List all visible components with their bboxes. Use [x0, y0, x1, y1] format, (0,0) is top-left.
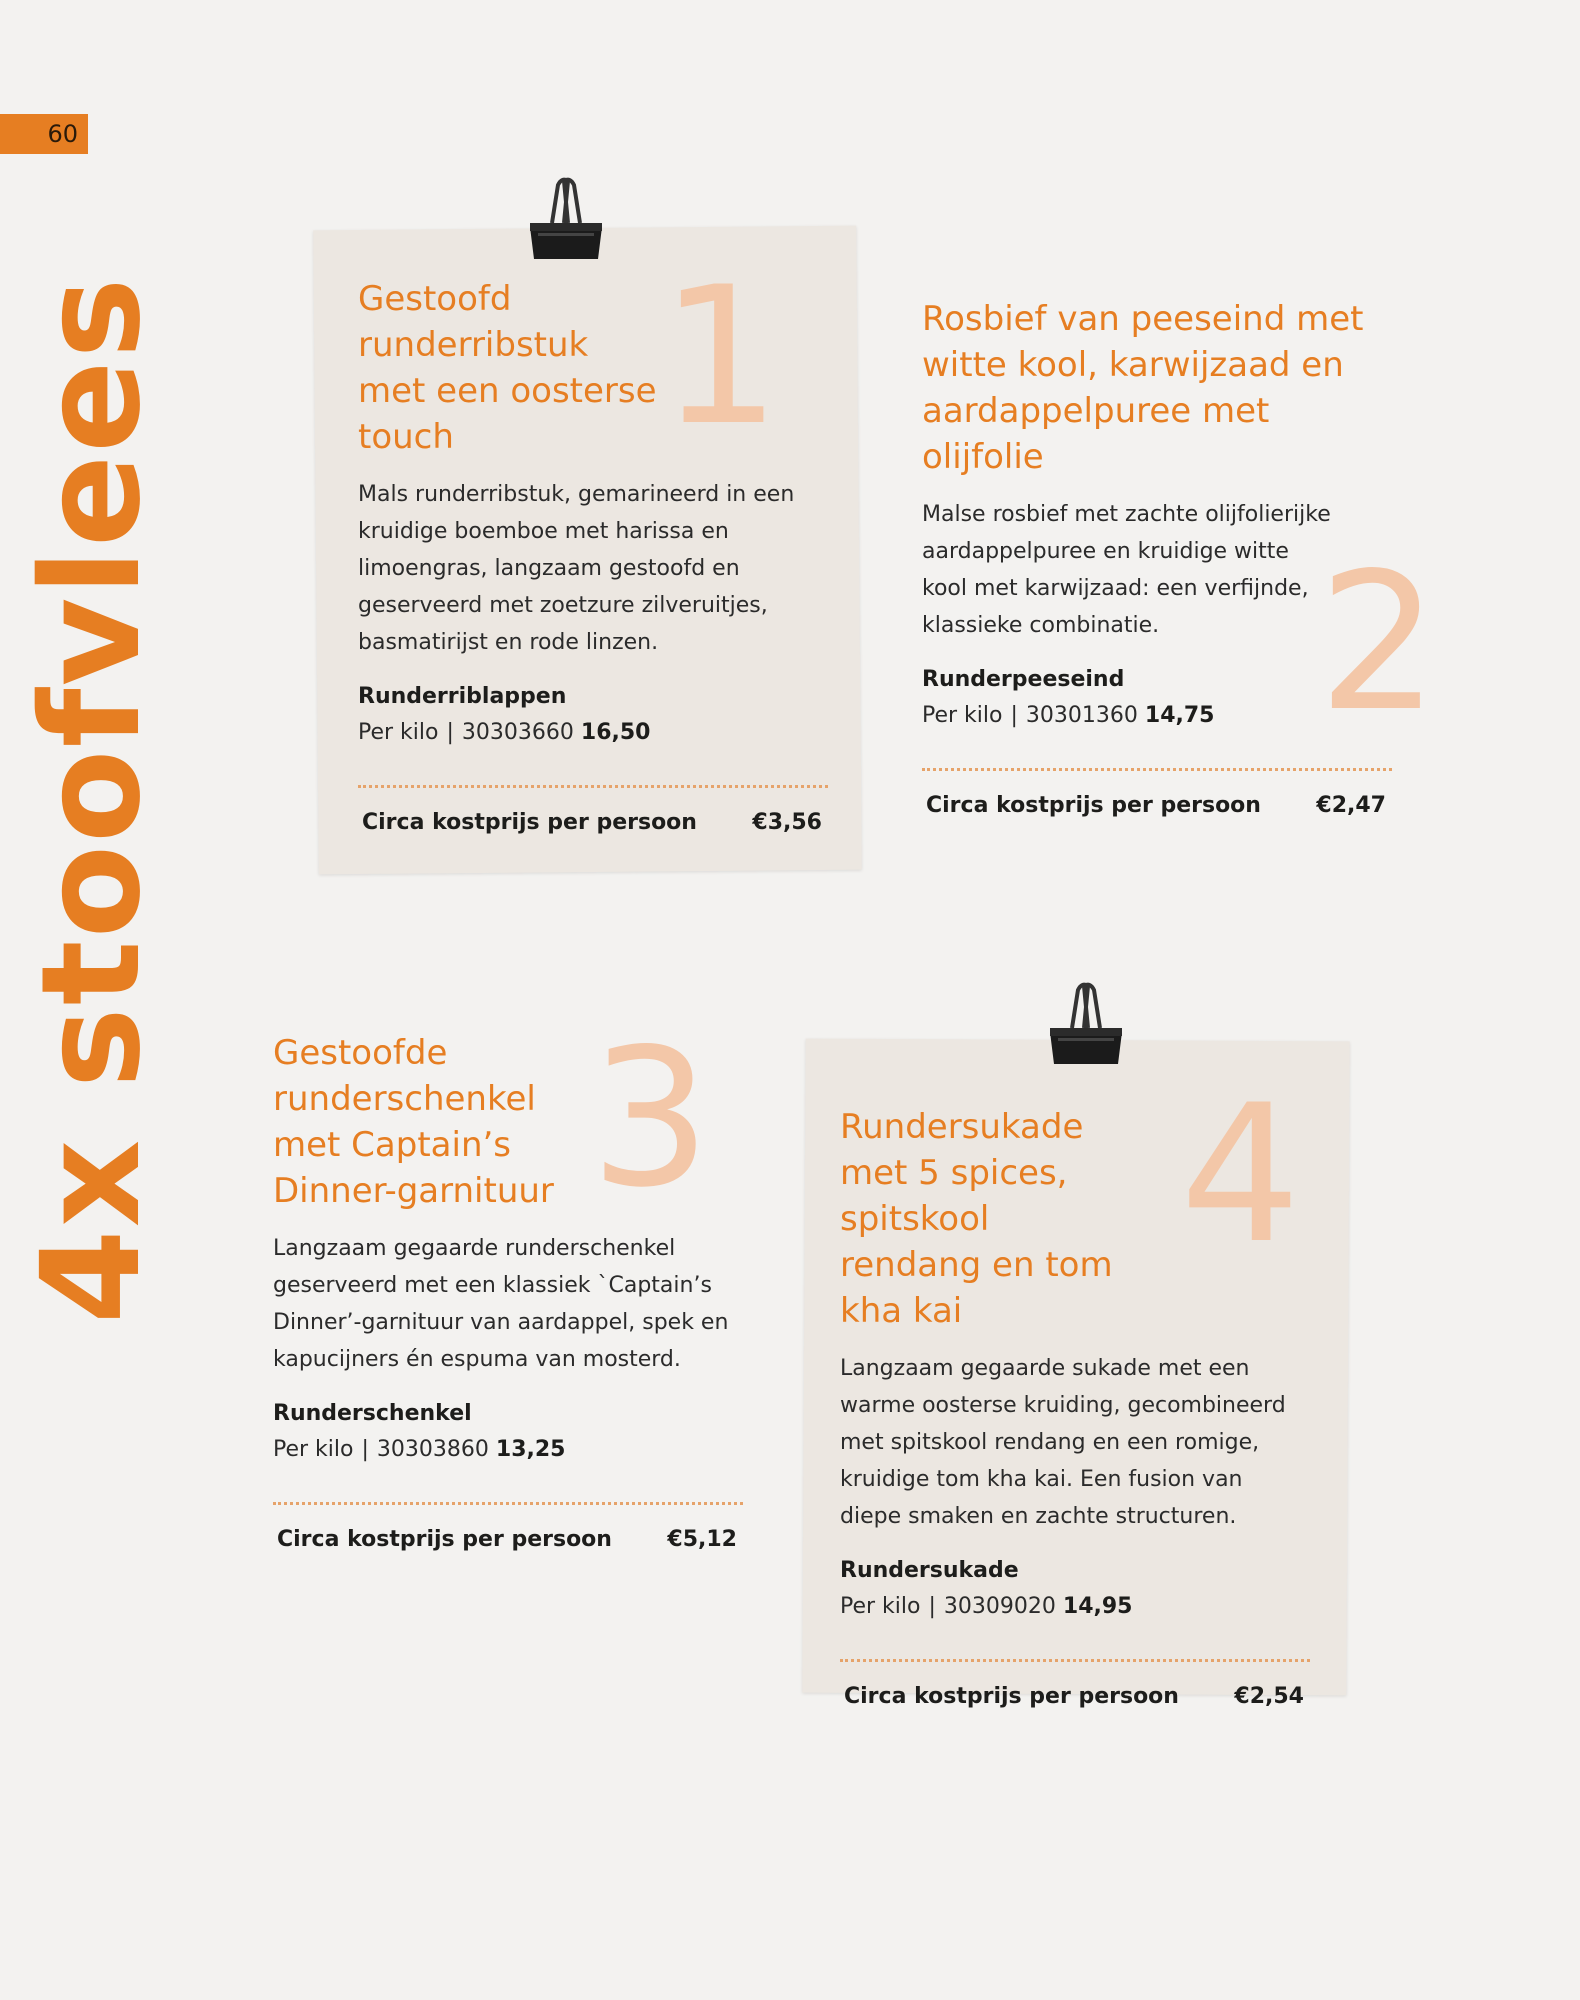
dotted-divider	[922, 768, 1392, 771]
cost-per-person	[358, 810, 822, 835]
dotted-divider	[358, 785, 828, 788]
recipe-card-2	[922, 296, 1392, 818]
cost-value: €3,56	[752, 810, 822, 835]
recipe-title: Gestoofde runderschenkel met Captain’s Dinner-garnituur	[273, 1033, 554, 1211]
cost-label: Circa kostprijs per persoon	[277, 1527, 612, 1552]
cost-per-person	[840, 1684, 1304, 1709]
price-value: 14,95	[1062, 1594, 1133, 1619]
recipe-number-1: 1	[660, 246, 781, 467]
price-value: 16,50	[580, 720, 651, 745]
page-number: 60	[0, 114, 88, 154]
article-number: 30309020	[943, 1594, 1056, 1619]
recipe-title: Rosbief van peeseind met witte kool, karwijzaad en aardappelpuree met olijfolie	[922, 299, 1364, 477]
price-line: Per kilo | 30303660 16,50	[358, 720, 651, 745]
recipe-description: Langzaam gegaarde sukade met een warme oosterse kruiding, gecombineerd met spitskool rendang en een romige, kruidige tom kha kai. Een fusion van diepe smaken en zachte structuren.	[840, 1356, 1286, 1529]
unit-label: Per kilo	[358, 720, 439, 745]
dotted-divider	[840, 1659, 1310, 1662]
recipe-description: Langzaam gegaarde runderschenkel geserveerd met een klassiek `Captain’s Dinner’-garnituur van aardappel, spek en kapucijners én espuma van mosterd.	[273, 1236, 729, 1372]
price-line: Per kilo | 30303860 13,25	[273, 1437, 566, 1462]
price-value: 14,75	[1144, 703, 1215, 728]
cost-label: Circa kostprijs per persoon	[362, 810, 697, 835]
unit-label: Per kilo	[840, 1594, 921, 1619]
meat-cut: Rundersukade	[840, 1558, 1019, 1583]
price-line: Per kilo | 30309020 14,95	[840, 1594, 1133, 1619]
binder-clip-icon	[524, 175, 608, 261]
cost-value: €2,54	[1234, 1684, 1304, 1709]
meat-cut: Runderschenkel	[273, 1401, 472, 1426]
recipe-number-2: 2	[1318, 532, 1439, 753]
article-number: 30301360	[1025, 703, 1138, 728]
recipe-card-4	[840, 1104, 1310, 1709]
page-title: 4x stoofvlees	[13, 275, 171, 1324]
recipe-number-4: 4	[1180, 1064, 1301, 1285]
cost-per-person	[922, 793, 1386, 818]
recipe-card-1	[358, 276, 828, 835]
recipe-card-3	[273, 1030, 743, 1552]
cost-value: €5,12	[667, 1527, 737, 1552]
recipe-description: Mals runderribstuk, gemarineerd in een kruidige boemboe met harissa en limoengras, langzaam gestoofd en geserveerd met zoetzure zilveruitjes, basmatirijst en rode linzen.	[358, 482, 795, 655]
cost-label: Circa kostprijs per persoon	[844, 1684, 1179, 1709]
cost-value: €2,47	[1316, 793, 1386, 818]
recipe-title: Gestoofd runderribstuk met een oosterse touch	[358, 279, 657, 457]
article-number: 30303660	[461, 720, 574, 745]
cost-label: Circa kostprijs per persoon	[926, 793, 1261, 818]
cost-per-person	[273, 1527, 737, 1552]
unit-label: Per kilo	[922, 703, 1003, 728]
recipe-description: Malse rosbief met zachte olijfolierijke aardappelpuree en kruidige witte kool met karwijzaad: een verfijnde, klassieke combinatie.	[922, 502, 1331, 638]
recipe-title: Rundersukade met 5 spices, spitskool rendang en tom kha kai	[840, 1107, 1113, 1331]
price-value: 13,25	[495, 1437, 566, 1462]
unit-label: Per kilo	[273, 1437, 354, 1462]
meat-cut: Runderriblappen	[358, 684, 567, 709]
binder-clip-icon	[1044, 980, 1128, 1066]
recipe-number-3: 3	[590, 1008, 711, 1229]
article-number: 30303860	[376, 1437, 489, 1462]
meat-cut: Runderpeeseind	[922, 667, 1125, 692]
dotted-divider	[273, 1502, 743, 1505]
price-line: Per kilo | 30301360 14,75	[922, 703, 1215, 728]
